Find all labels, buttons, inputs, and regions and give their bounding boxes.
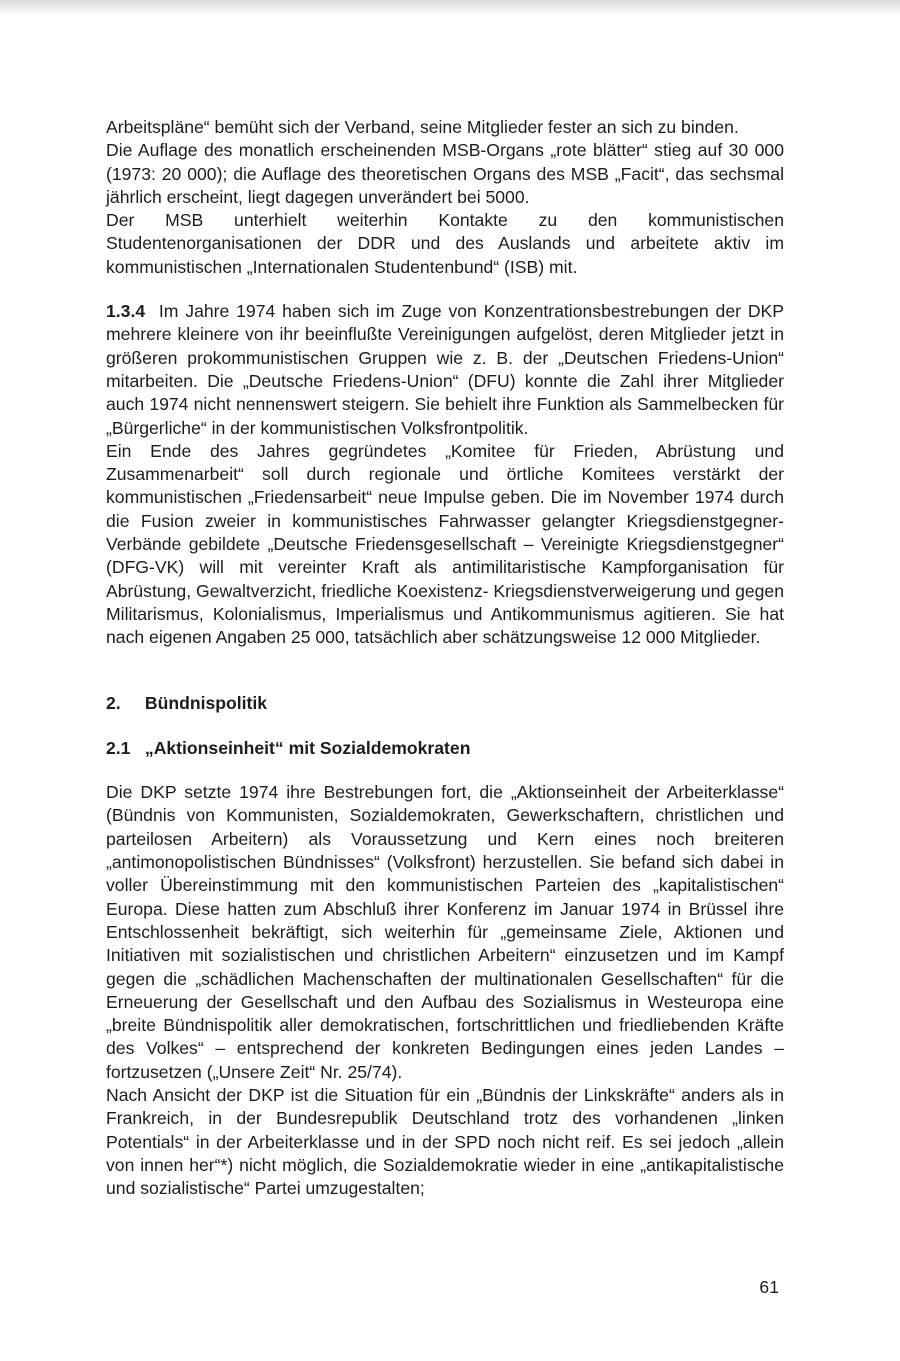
section-number-1-3-4: 1.3.4 [106, 301, 146, 322]
section-1-3-4-text: Im Jahre 1974 haben sich im Zuge von Konzentrationsbestrebungen der DKP mehrere kleinere von ihr beeinflußte Vereinigungen aufgelöst, deren Mitglieder jetzt in größeren prokommunistischen Gruppen wie z. B. der „Deutschen Friedens-Union“ mitarbeiten. Die „Deutsche Friedens-Union“ (DFU) konnte die Zahl ihrer Mitglieder auch 1974 nicht nennenswert steigern. Sie behielt ihre Funktion als Sammelbecken für „Bürgerliche“ in der kommunistischen Volksfrontpolitik. [106, 301, 784, 438]
paragraph-dkp-bestrebungen: Die DKP setzte 1974 ihre Bestrebungen fort, die „Aktionseinheit der Arbeiterklasse“ (Bündnis von Kommunisten, Sozialdemokraten, Gewerkschaftern, christlichen und parteilosen Arbeitern) als Voraussetzung und Kern eines noch breiteren „antimonopolistischen Bündnisses“ (Volksfront) herzustellen. Sie befand sich dabei in voller Übereinstimmung mit den kommunistischen Parteien des „kapitalistischen“ Europa. Diese hatten zum Abschluß ihrer Konferenz im Januar 1974 in Brüssel ihre Entschlossenheit bekräftigt, sich weiterhin für „gemeinsame Ziele, Aktionen und Initiativen mit sozialistischen und christlichen Arbeitern“ einzusetzen und im Kampf gegen die „schädlichen Machenschaften der multinationalen Gesellschaften“ für die Erneuerung der Gesellschaft und den Aufbau des Sozialismus in Westeuropa eine „breite Bündnispolitik aller demokratischen, fortschrittlichen und friedliebenden Kräfte des Volkes“ – entsprechend der konkreten Bedingungen eines jeden Landes – fortzusetzen („Unsere Zeit“ Nr. 25/74). [106, 782, 784, 1082]
paragraph-komitee-frieden: Ein Ende des Jahres gegründetes „Komitee für Frieden, Abrüstung und Zusammenarbeit“ soll durch regionale und örtliche Komitees verstärkt der kommunistischen „Friedensarbeit“ neue Impulse geben. Die im November 1974 durch die Fusion zweier in kommunistisches Fahrwasser gelangter Kriegsdienstgegner-Verbände gebildete „Deutsche Friedensgesellschaft – Vereinigte Kriegsdienstgegner“ (DFG-VK) will mit vereinter Kraft als antimilitaristische Kampforganisation für Abrüstung, Gewaltverzicht, friedliche Koexistenz- Kriegsdienstverweigerung und gegen Militarismus, Kolonialismus, Imperialismus und Antikommunismus agitieren. Sie hat nach eigenen Angaben 25 000, tatsächlich aber schätzungsweise 12 000 Mitglieder. [106, 440, 784, 648]
heading-2-title: Bündnispolitik [144, 692, 268, 713]
heading-2-wrapper [106, 692, 784, 715]
heading-aktionseinheit [106, 737, 784, 760]
scan-top-edge [0, 0, 900, 16]
paragraph-ansicht-dkp: Nach Ansicht der DKP ist die Situation für ein „Bündnis der Linkskräfte“ anders als in Frankreich, in der Bundesrepublik Deutschland trotz des vorhandenen „linken Potentials“ in der Arbeiterklasse und in der SPD noch nicht reif. Es sei jedoch „allein von innen her“*) nicht möglich, die Sozialdemokratie wieder in eine „antikapitalistische und sozialistische“ Partei umzugestalten; [106, 1084, 784, 1199]
paragraph-section-1-3-4 [106, 300, 784, 440]
heading-buendnispolitik [106, 692, 784, 715]
heading-2-1-number: 2.1 [106, 737, 131, 758]
heading-2-1-wrapper [106, 737, 784, 760]
document-page [106, 116, 784, 1200]
heading-2-1-title: „Aktionseinheit“ mit Sozialdemokraten [144, 737, 471, 758]
page-number: 61 [759, 1277, 779, 1297]
paragraph-msb-kontakte: Der MSB unterhielt weiterhin Kontakte zu den kommunistischen Studentenorganisationen der DDR und des Auslands und arbeitete aktiv im kommunistischen „Internationalen Studentenbund“ (ISB) mit. [106, 210, 784, 277]
paragraph-auflage-msb: Die Auflage des monatlich erscheinenden MSB-Organs „rote blätter“ stieg auf 30 000 (1973: 20 000); die Auflage des theoretischen Organs des MSB „Facit“, das sechsmal jährlich erscheint, liegt dagegen unverändert bei 5000. [106, 140, 784, 207]
heading-2-number: 2. [106, 692, 121, 713]
paragraph-arbeitsplaene: Arbeitspläne“ bemüht sich der Verband, seine Mitglieder fester an sich zu binden. [106, 117, 739, 137]
